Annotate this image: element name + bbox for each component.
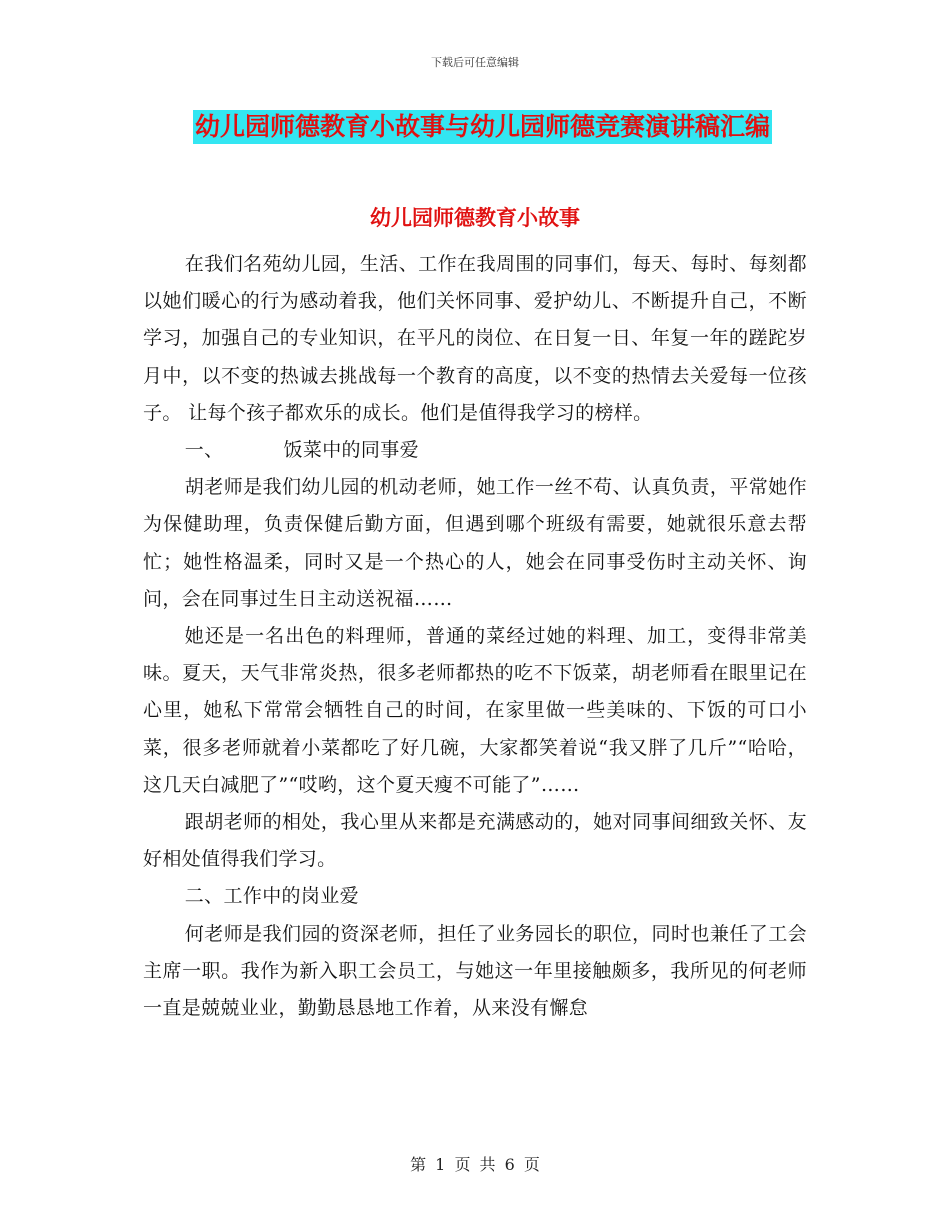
page-footer: 第 1 页 共 6 页 [410,1155,540,1174]
subheading-1 [143,432,807,469]
paragraph-cooking: 她还是一名出色的料理师，普通的菜经过她的料理、加工，变得非常美味。夏天，天气非常炎热，很多老师都热的吃不下饭菜，胡老师看在眼里记在心里，她私下常常会牺牲自己的时间，在家里做一些美味的、下饭的可口小菜，很多老师就着小菜都吃了好几碗，大家都笑着说“我又胖了几斤”“哈哈，这几天白减肥了”“哎哟，这个夏天瘦不可能了”…… [143,625,807,796]
document-title: 幼儿园师德教育小故事与幼儿园师德竞赛演讲稿汇编 [193,110,772,144]
section-title: 幼儿园师德教育小故事 [370,205,580,230]
document-body [143,246,807,1027]
subheading-1-text: 饭菜中的同事爱 [283,439,419,462]
page-header-note: 下载后可任意编辑 [431,56,519,69]
paragraph-hu-teacher: 胡老师是我们幼儿园的机动老师，她工作一丝不苟、认真负责，平常她作为保健助理，负责保健后勤方面，但遇到哪个班级有需要，她就很乐意去帮忙；她性格温柔，同时又是一个热心的人，她会在同事受伤时主动关怀、询问，会在同事过生日主动送祝福…… [143,476,807,610]
paragraph-intro: 在我们名苑幼儿园，生活、工作在我周围的同事们，每天、每时、每刻都以她们暖心的行为感动着我，他们关怀同事、爱护幼儿、不断提升自己，不断学习，加强自己的专业知识，在平凡的岗位、在日复一日、年复一年的蹉跎岁月中，以不变的热诚去挑战每一个教育的高度，以不变的热情去关爱每一位孩子。 让每个孩子都欢乐的成长。他们是值得我学习的榜样。 [143,253,807,424]
subheading-1-number: 一、 [184,439,224,462]
paragraph-reflection: 跟胡老师的相处，我心里从来都是充满感动的，她对同事间细致关怀、友好相处值得我们学习。 [143,811,807,871]
paragraph-he-teacher: 何老师是我们园的资深老师，担任了业务园长的职位，同时也兼任了工会主席一职。我作为新入职工会员工，与她这一年里接触颇多，我所见的何老师一直是兢兢业业，勤勤恳恳地工作着，从来没有懈怠 [143,922,807,1020]
subheading-2: 二、工作中的岗业爱 [184,885,359,908]
